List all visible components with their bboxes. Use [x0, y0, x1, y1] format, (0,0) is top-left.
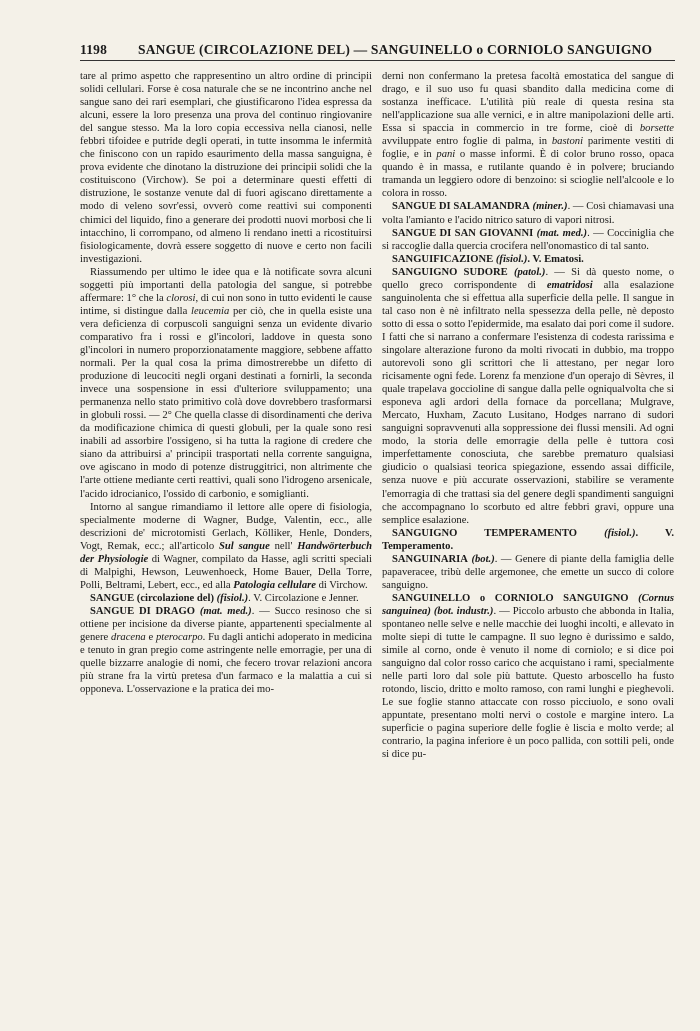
entry-category: (bot. industr.) — [433, 605, 494, 617]
italic-term: bastoni — [551, 136, 584, 148]
italic-title: Patologia cellulare — [233, 579, 316, 591]
paragraph-text: Riassumendo per ultimo le idee qua e là notificate sovra alcuni soggetti più importanti della patologia del sangue, si potrebbe affermare: 1° che la — [80, 266, 372, 304]
paragraph-text: di Wagner, compilato da Hasse, agli scritti speciali di Malpighi, Hewson, Leuwenhoeck, Home Bauer, Della Torre, Polli, Beltrami, Lebert, ecc., ed alla — [80, 553, 372, 591]
entry-headword: SANGUIGNO SUDORE — [392, 266, 508, 278]
running-title: SANGUE (CIRCOLAZIONE DEL) — SANGUINELLO o CORNIOLO SANGUIGNO — [138, 42, 653, 57]
entry-category: (mat. med.) — [536, 227, 588, 239]
italic-title: Sul sangue — [219, 540, 270, 552]
paragraph-text: tare al primo aspetto che rappresentino un altro ordine di principii solidi cellulari. Forse è cosa naturale che se ne incontrino anche nel sangue sano dei rari esemplari, che giustificarono l'idea espressa da alcuni, essere la loro presenza una prova del continuo ringiovanire del sangue stesso. Ma la loro copia eccessiva nella cianosi, nelle febbri tifoidee e putride degli operati, in tutte insomma le infermità che finiscono con un rapido esaurimento della massa sanguigna, è prova evidente che dinotano la distruzione dei principii solidi che la costituiscono (Virchow). Se poi a determinare questi effetti di distruzione, le sostanze venute dal di fuori agiscano direttamente a modo di veleno sovr'essi, ovverò come reattivi sui componenti chimici del liquido, fino a generare dei prodotti nuovi morbosi che li intacchino, li corrompano, od almeno li rendano inetti a ricostituirsi fisiologicamente, dovrà essere soggetto di nuove e certo non facili investigazioni. — [80, 71, 372, 265]
entry-text: . — Succo resinoso che si ottiene per incisione da diverse piante, appartenenti specialmente al genere — [80, 605, 372, 644]
entry-headword: SANGUINELLO o CORNIOLO SANGUIGNO — [392, 592, 629, 604]
entry-sanguinaria — [382, 553, 674, 592]
paragraph-text: Intorno al sangue rimandiamo il lettore alle opere di fisiologia, specialmente moderne di Wagner, Budge, Valentin, ecc., alle descrizioni de' microtomisti Gerlach, Kölliker, Henle, Donders, Vogt, Remak, ecc.; all'articolo — [80, 501, 372, 552]
paragraph-references — [80, 501, 372, 592]
entry-category: (patol.) — [513, 266, 546, 278]
entry-text: o masse informi. È di color bruno rosso, opaca quando è in massa, e rutilante quando è in polvere; bruciando tramanda un leggiero odore di benzoino: si scioglie nell'alcoole e lo colora in rosso. — [382, 149, 674, 200]
entry-text: . V. Ematosi. — [527, 253, 584, 265]
italic-term: borsette — [639, 123, 674, 135]
page-header — [80, 40, 675, 61]
latin-name: (Cornus sanguinea) — [382, 592, 674, 617]
entry-sangue-di-san-giovanni — [382, 227, 674, 253]
italic-term: clorosi — [166, 292, 196, 304]
entry-sangue-di-drago — [80, 605, 372, 696]
entry-text: . — Così chiamavasi una volta l'amianto e l'acido nitrico saturo di vapori nitrosi. — [382, 201, 674, 226]
entry-text: derni non confermano la pretesa facoltà emostatica del sangue di drago, e il suo uso fu quasi sbandito dalla medicina come di sostanza inefficace. L'utilità più reale di questa resina sta nell'applicazione sua alle vernici, e in altre manipolazioni delle arti. Essa si spaccia in commercio in tre forme, cioè di — [382, 71, 674, 135]
entry-sanguificazione — [382, 253, 674, 266]
entry-sanguigno-temperamento — [382, 527, 674, 553]
entry-headword: SANGUE DI DRAGO — [90, 605, 195, 617]
entry-text: parimente vestiti di foglie, e in — [382, 136, 674, 161]
entry-category: (fisiol.) — [495, 253, 528, 265]
italic-term: leucemia — [191, 305, 230, 317]
text-columns — [80, 70, 675, 1020]
entry-sangue-circolazione — [80, 592, 372, 605]
entry-text: . — Piccolo arbusto che abbonda in Italia, spontaneo nelle selve e nelle macchie dei luoghi incolti, e allevato in molte siepi di tutte le campagne. Il suo legno è durissimo e saldo, simile al corno, onde è venuto il nome di corniolo; e si dice poi sanguigno dal color rosso carico che acquistano i rami, specialmente nelle parti loro dal sole più battute. Questo arboscello ha fusto rotondo, liscio, dritto e molto ramoso, con rami lunghi e pieghevoli. Le sue foglie stanno attaccate con rosso picciuolo, e sono ovali appuntate, presentano molti nervi o costole e margine intero. La superficie o pagina superiore delle foglie è liscia e molto verde; al contrario, la pagina inferiore è un poco pallida, con sottili peli, onde si dice pu- — [382, 605, 674, 761]
entry-category: (fisiol.) — [604, 527, 636, 539]
entry-category: (miner.) — [532, 201, 568, 213]
entry-text: . — Si dà questo nome, o quello greco corrispondente di — [382, 266, 674, 291]
entry-sangue-di-salamandra — [382, 200, 674, 226]
entry-headword: SANGUIFICAZIONE — [392, 253, 494, 265]
paragraph-continued — [80, 70, 372, 266]
page-number: 1198 — [80, 42, 108, 57]
entry-headword: SANGUINARIA — [392, 553, 468, 565]
entry-text: . Fu dagli antichi adoperato in medicina e tenuto in gran pregio come astringente nelle emorragie, per una di quelle bizzarre analogie di nomi, che fecero trovar relazioni ancora più strane fra la virtù pretesa d'un farmaco e la malattia a cui si opponeva. L'osservazione e la pratica dei mo- — [80, 632, 372, 696]
paragraph-text: di Virchow. — [315, 579, 368, 591]
entry-headword: SANGUE (circolazione del) — [90, 592, 214, 604]
paragraph-summary — [80, 266, 372, 501]
left-column — [80, 70, 372, 1020]
paragraph-text: nell' — [269, 540, 298, 552]
italic-term: pani — [436, 149, 456, 161]
entry-sanguinello — [382, 592, 674, 762]
entry-text: . V. Temperamento. — [382, 527, 674, 552]
entry-text: . — Genere di piante della famiglia delle papaveracee, tribù delle argemonee, che emette un succo di colore sanguigno. — [382, 553, 674, 591]
entry-headword: SANGUE DI SAN GIOVANNI — [392, 227, 534, 239]
entry-text: avviluppate entro foglie di palma, in — [382, 136, 552, 148]
italic-term: ematridosi — [546, 279, 593, 291]
entry-headword: SANGUIGNO TEMPERAMENTO — [392, 527, 577, 539]
entry-text: . V. Circolazione e Jenner. — [248, 592, 359, 604]
entry-text: e — [145, 632, 156, 644]
italic-term: pterocarpo — [155, 632, 203, 644]
entry-text: alla esalazione sanguinolenta che si effettua alla superficie della pelle. Il sangue in tal caso non è nè infiltrato nella spessezza della pelle, nè deposto sotto di essa o sotto l'epidermide, ma esalato dai pori come il sudore. I fatti che si narrano a confermare l'esistenza di codesta rarissima e singolare alterazione furono da molti rivocati in dubbio, ma troppo autorevoli sono gli scrittori che li attestano, per negar loro ricisamente ogni fede. Lorenz fa menzione d'un operajo di Sèvres, il quale trapelava goccioline di sangue dalla pelle ogniqualvolta che si esponeva agli ardori della fornace da porcellana; Mulgrave, Mercato, Huxham, Zacuto Lusitano, Hodges narrano di sudori sanguigni sopravvenuti alla soppressione dei flussi mensili. Ad ogni modo, la storia delle emorragie della pelle è tuttora così imperfettamente conosciuta, che sarebbe prematuro qualsiasi giudicio o qualsiasi teorica spiegazione, essendo assai difficile, senza nuove e più accurate osservazioni, stabilire se veramente l'emorragia di che trattasi sia del genere degli spandimenti sanguigni che accompagnano lo scorbuto ed altre febbri gravi, oppure una semplice esalazione. — [382, 279, 674, 526]
paragraph-text: , di cui non sono in tutto evidenti le cause intime, si distingue dalla — [80, 292, 372, 317]
entry-sanguigno-sudore — [382, 266, 674, 527]
entry-text: . — Cocciniglia che si raccoglie dalla quercia crocifera nell'onomastico di tal santo. — [382, 227, 674, 252]
italic-title: Handwörterbuch der Physiologie — [80, 540, 372, 565]
entry-category: (bot.) — [471, 553, 495, 565]
entry-category: (fisiol.) — [216, 592, 249, 604]
entry-sangue-di-drago-continued — [382, 70, 674, 200]
paragraph-text: per ciò, che in quella esiste una vera deficienza di corpuscoli sanguigni senza un evidente divario comparativo fra i rossi e gl'incolori, laddove in questa sono gl'incolori in numero proporzionatamente maggiore, sebbene affatto normali. Per la qual cosa la prima dimostrerebbe un difetto di produzione di leucociti negli organi destinati a fornirli, la seconda invece una sospensione in essi d'ulteriore sviluppamento; una permanenza nello stato primitivo colà dove dovrebbero trasformarsi in globuli rossi. — 2° Che quella classe di disordinamenti che deriva da modificazione chimica di questi globuli, per la quale sono resi inabili ad assorbire l'ossigeno, si ha tutta la ragione di credere che siano da attribuirsi a' principii trasportati nella corrente sanguigna, ove agiscano in modo di potenze distruggitrici, non altrimente che l'arte ottiene mediante certi reattivi, quali sono l'idrogeno arsenicale, l'acido idrocianico, l'ossido di carbonio, e somiglianti. — [80, 305, 372, 500]
right-column — [382, 70, 674, 1020]
entry-category: (mat. med.) — [199, 605, 252, 617]
entry-headword: SANGUE DI SALAMANDRA — [392, 201, 530, 213]
italic-term: dracena — [111, 632, 146, 644]
